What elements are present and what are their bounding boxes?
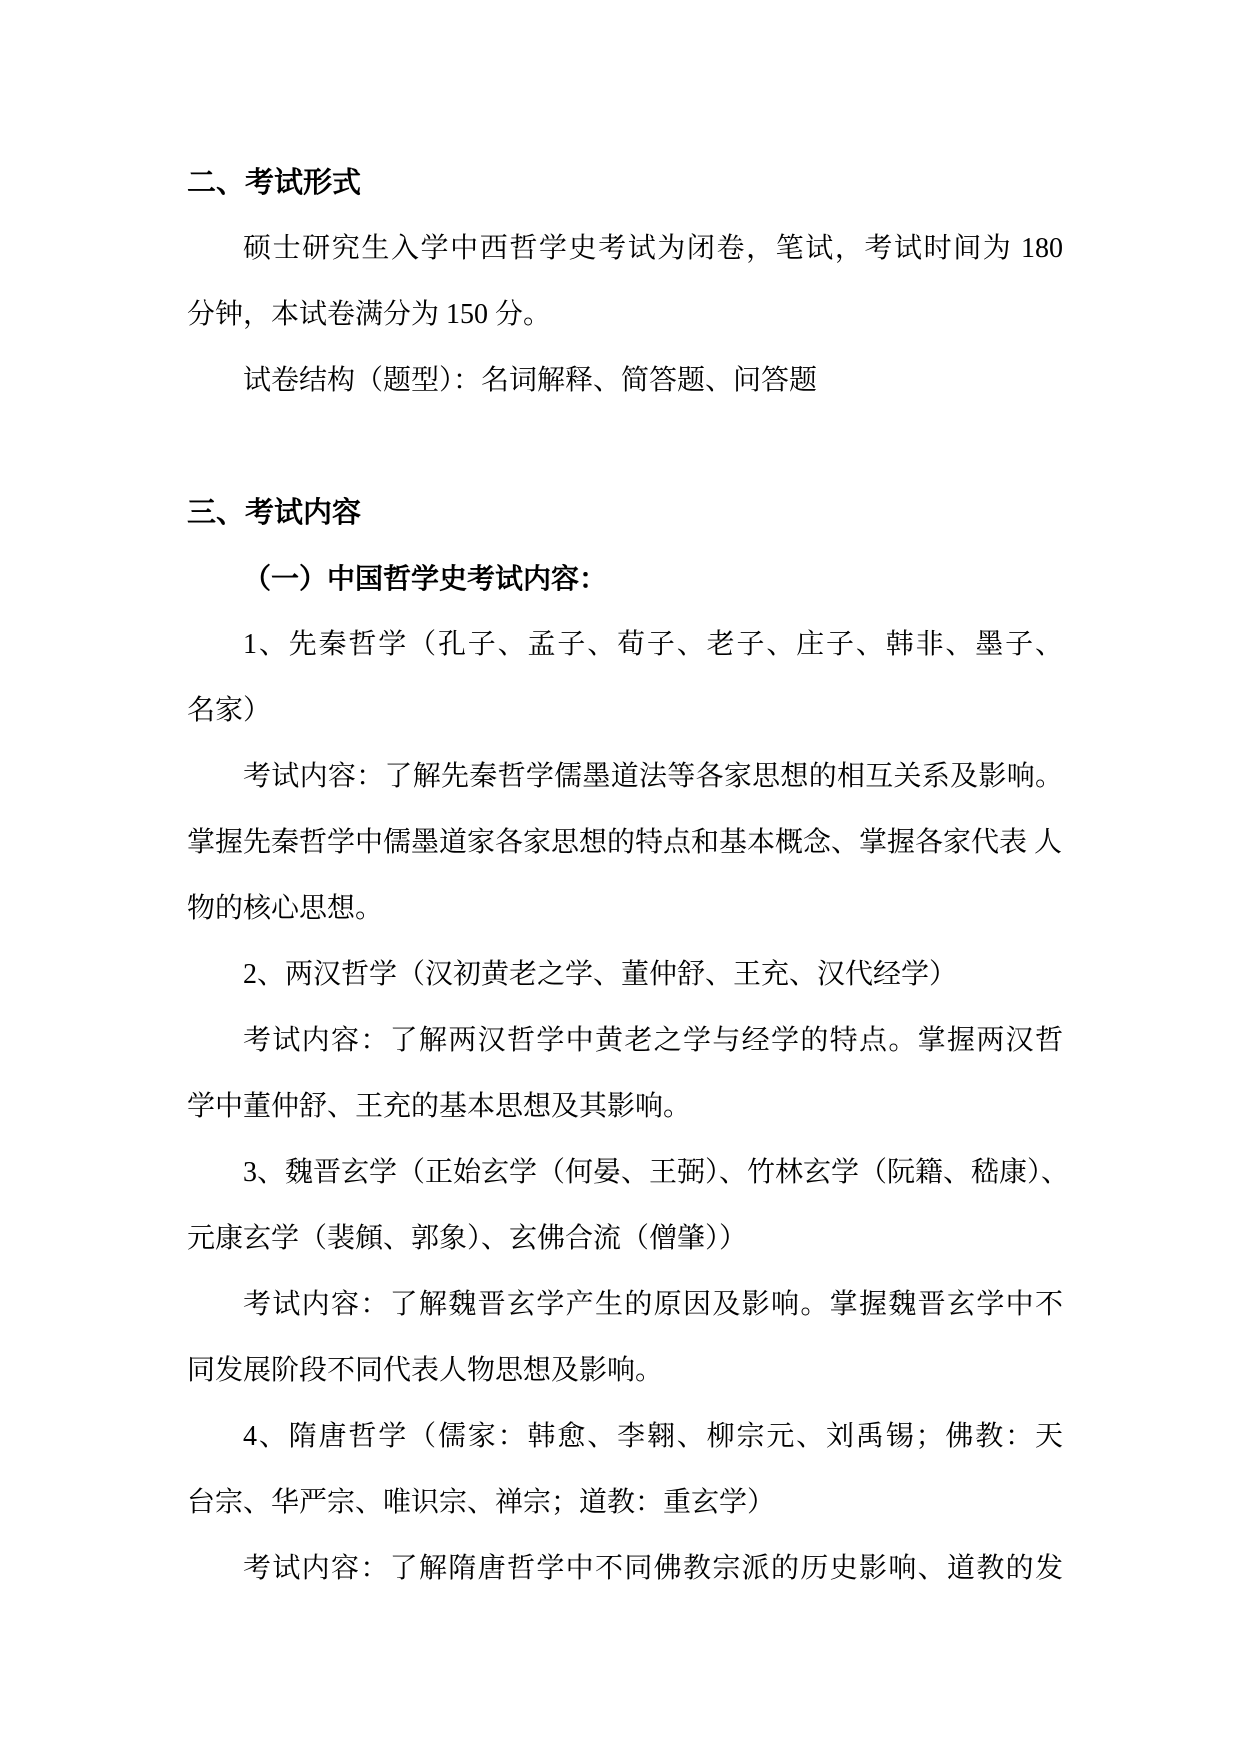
doc-line: 同发展阶段不同代表人物思想及影响。 bbox=[187, 1355, 664, 1386]
doc-line: 元康玄学（裴頠、郭象）、玄佛合流（僧肇）） bbox=[187, 1223, 748, 1254]
doc-line: 物的核心思想。 bbox=[187, 893, 384, 924]
heading-exam-content: 三、考试内容 bbox=[187, 497, 362, 529]
doc-line: 名家） bbox=[187, 695, 272, 726]
doc-line: 考试内容：了解先秦哲学儒墨道法等各家思想的相互关系及影响。 bbox=[243, 761, 1063, 792]
document-body bbox=[187, 150, 1070, 1602]
doc-line: 试卷结构（题型）：名词解释、简答题、问答题 bbox=[243, 365, 818, 396]
doc-line: 3、魏晋玄学（正始玄学（何晏、王弼）、竹林玄学（阮籍、嵇康）、 bbox=[243, 1157, 1070, 1188]
heading-exam-format: 二、考试形式 bbox=[187, 167, 362, 199]
doc-line: 台宗、华严宗、唯识宗、禅宗；道教：重玄学） bbox=[187, 1487, 776, 1518]
doc-line: 2、两汉哲学（汉初黄老之学、董仲舒、王充、汉代经学） bbox=[243, 959, 958, 990]
doc-line: 分钟，本试卷满分为 150 分。 bbox=[187, 299, 552, 330]
doc-line: 掌握先秦哲学中儒墨道家各家思想的特点和基本概念、掌握各家代表 人 bbox=[187, 827, 1063, 858]
blank-line bbox=[187, 414, 1063, 480]
doc-line: 硕士研究生入学中西哲学史考试为闭卷，笔试，考试时间为 180 bbox=[243, 233, 1063, 264]
subheading-chinese-philosophy-content: （一）中国哲学史考试内容： bbox=[243, 563, 608, 594]
doc-line: 考试内容：了解魏晋玄学产生的原因及影响。掌握魏晋玄学中不 bbox=[243, 1289, 1063, 1320]
doc-line: 1、先秦哲学（孔子、孟子、荀子、老子、庄子、韩非、墨子、 bbox=[243, 629, 1063, 660]
doc-line: 学中董仲舒、王充的基本思想及其影响。 bbox=[187, 1091, 692, 1122]
doc-line: 考试内容：了解隋唐哲学中不同佛教宗派的历史影响、道教的发 bbox=[243, 1553, 1063, 1584]
doc-line: 考试内容：了解两汉哲学中黄老之学与经学的特点。掌握两汉哲 bbox=[243, 1025, 1063, 1056]
doc-line: 4、隋唐哲学（儒家：韩愈、李翱、柳宗元、刘禹锡；佛教：天 bbox=[243, 1421, 1063, 1452]
